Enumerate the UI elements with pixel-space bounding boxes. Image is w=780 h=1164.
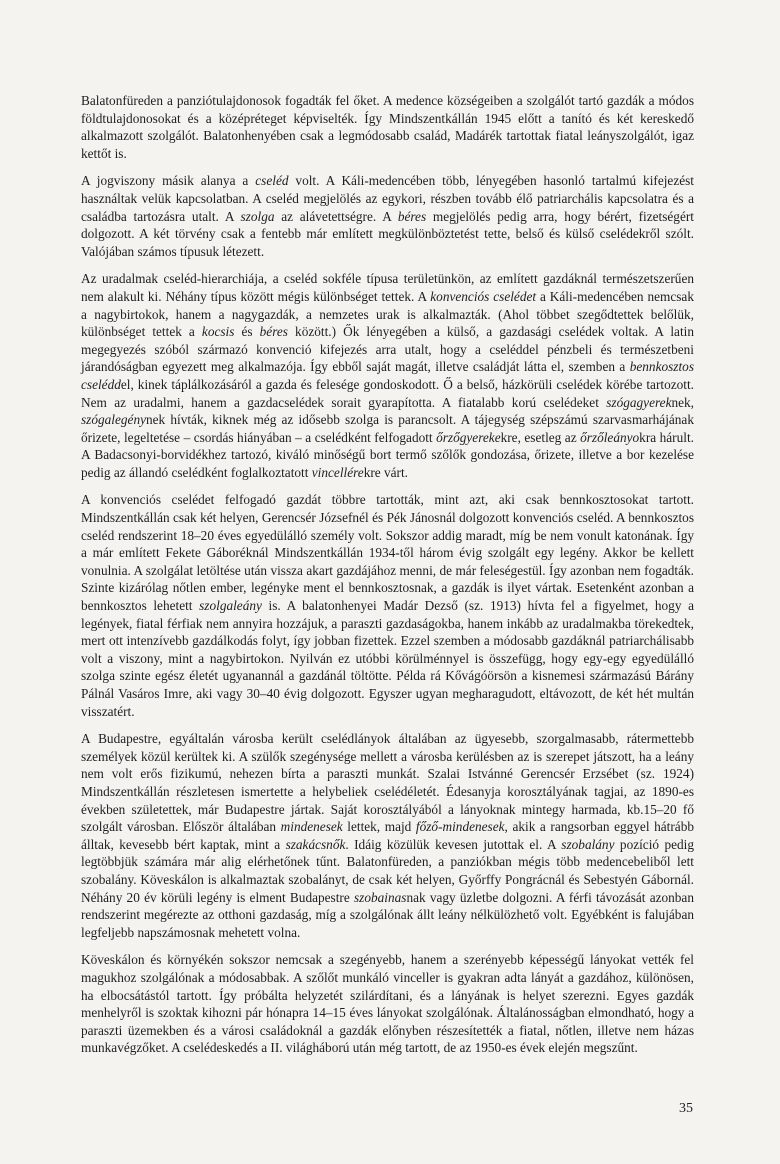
text-run: . Idáig közülük kevesen jutottak el. A xyxy=(345,836,562,852)
text-run: kre várt. xyxy=(363,464,408,480)
italic-term: vincellére xyxy=(311,464,364,480)
text-run: , akik a rangsorban eggyel hátrább álltak, kevesebb bért kaptak, mint a xyxy=(81,819,694,852)
text-run: el, kinek táplálkozásáról a gazda és felesége gondoskodott. Ő a belső, házkörüli cselédek körébe tartozott. Nem az uradalmi, hanem a gazdacselédek sorait gyarapította. A fiatalabb korú cselédeket xyxy=(81,376,694,410)
italic-term: béres xyxy=(397,208,427,224)
italic-term: szobainas xyxy=(353,889,407,905)
italic-term: szolgaleány xyxy=(199,598,262,614)
text-run: lettek, majd xyxy=(342,819,416,835)
text-run: megjelölés pedig arra, hogy bérért, fizetségért dolgozott. A két törvény csak a fentebb már említett megkülönböztetést tette, belső és külső cselédekről szólt. Valójában számos típusuk létezett. xyxy=(81,208,694,259)
paragraph-3 xyxy=(81,270,694,481)
italic-term: konvenciós cselédet xyxy=(430,288,537,304)
text-run: Köveskálon és környékén sokszor nemcsak a szegényebb, hanem a szerényebb képességű lányokat vették fel magukhoz szolgálónak a módosabbak. A szőlőt munkáló vinceller is gyakran adta lányát a gazdához, különösen, ha elbocsátástól tartott. Így próbálta helyzetét szilárdítani, és a lányának is helyet szerezni. Egyes gazdák menhelyről is szoktak kihozni pár hónapra 14–15 éves lányokat szolgálónak. Általánosságban elmondható, hogy a paraszti üzemekben és a városi családoknál a gazdák előnyben részesítették a fiatal, nőtlen, illetve nem házas munkavégzőket. A cselédeskedés a II. világháború után még tartott, de az 1950-es évek elején megszűnt. xyxy=(81,952,694,1056)
text-run: Balatonfüreden a panziótulajdonosok fogadták fel őket. A medence községeiben a szolgálót tartó gazdák a módos földtulajdonosokat és a középréteget képviselték. Így Mindszentkállán 1945 előtt a tanító és két kereskedő alkalmazott szolgálót. Balatonhenyében csak a legmódosabb család, Madárék tartottak fiatal leányszolgálót, igaz kettőt is. xyxy=(81,93,694,161)
body-text xyxy=(81,92,694,1057)
paragraph-6 xyxy=(81,951,694,1057)
italic-term: béres xyxy=(259,324,288,340)
italic-term: szakácsnők xyxy=(285,836,346,852)
text-run: pozíció pedig legtöbbjük számára már alig elérhetőnek tűnt. Balatonfüreden, a panziókban mégis több medencebeliből lett szobalány. Köveskálon is alkalmaztak szobalányt, de csak két helyen, Győrffy Pongrácnál és Sebestyén Gábornál. Néhány 20 év körüli legény is elment Budapestre xyxy=(81,836,695,905)
text-run: Az uradalmak cseléd-hierarchiája, a cseléd sokféle típusa területünkön, az említett gazdáknál természetszerűen nem alakult ki. Néhány típus között mégis különbséget tettek. A xyxy=(81,271,694,304)
italic-term: mindenesek xyxy=(280,819,343,835)
italic-term: kocsis xyxy=(201,324,235,340)
italic-term: őrzőleányo xyxy=(580,429,640,445)
text-run: kra hárult. A Badacsonyi-borvidékhez tartozó, kiváló minőségű bort termő szőlők gondozása, őrizete, illetve a bor kezelése pedig az állandó cselédként foglalkoztatott xyxy=(81,429,694,480)
text-run: A jogviszony másik alanya a xyxy=(81,173,256,189)
text-run: A konvenciós cselédet felfogadó gazdát többre tartották, mint azt, aki csak bennkosztosokat tartott. Mindszentkállán csak két helyen, Gerencsér Józsefnél és Pék Jánosnál dolgozott konvenciós cseléd. A bennkosztos cseléd rendszerint 18–20 éves egyedülálló személy volt. Sokszor addig maradt, míg be nem vonult katonának. Így a már említett Fekete Gáboréknál Mindszentkállán 1934-től három évig szolgált egy legény. Akkor be kellett vonulnia. A szolgálat letöltése után vissza akart gazdájához menni, de már feleségestül. Így azonban nem fogadták. Szinte kizárólag nőtlen ember, legényke ment el bennkosztosnak, a gazdák is ilyet vártak. Esetenként azonban a bennkosztos lehetett xyxy=(81,492,694,614)
italic-term: szógalegény xyxy=(81,412,146,428)
page-number: 35 xyxy=(679,1101,693,1116)
text-run: a Káli-medencében nemcsak a nagybirtokok, hanem a nagygazdák, a nemzetes urak is alkalmazták. (Ahol többet szegődtettek belőlük, különbséget tettek a xyxy=(81,288,694,340)
italic-term: bennkosztos cselédd xyxy=(81,359,694,392)
text-run: az alávetettségre. A xyxy=(274,208,398,224)
text-run: nek, xyxy=(671,394,694,410)
italic-term: őrzőgyereke xyxy=(436,429,501,445)
text-run: nek hívták, kiknek még az idősebb szolga is parancsolt. A tájegység szépszámú szarvasmarhájának őrizete, legeltetése – csordás hiányában – a cselédként felfogadott xyxy=(81,412,694,445)
text-run: kre, esetleg az xyxy=(500,429,581,445)
italic-term: cseléd xyxy=(255,173,289,189)
paragraph-5 xyxy=(81,730,694,941)
italic-term: szolga xyxy=(240,208,275,224)
text-run: nak vagy üzletbe dolgozni. A férfi távozását azonban rendszerint megérezte az otthoni gazdaság, míg a szolgálónak állt leány nélkülözhető volt. Egyébként is falujában legfeljebb napszámosnak mehetett volna. xyxy=(81,889,694,940)
italic-term: szógagyerek xyxy=(606,394,672,410)
paragraph-2 xyxy=(81,172,694,260)
text-run: volt. A Káli-medencében több, lényegében hasonló tartalmú kifejezést használtak velük kapcsolatban. A cseléd megjelölés az egykori, részben tovább élő patriarchális kapcsolatra és a családba tartozásra utalt. A xyxy=(81,173,694,224)
paragraph-1 xyxy=(81,92,694,162)
text-run: A Budapestre, egyáltalán városba került cselédlányok általában az ügyesebb, szorgalmasabb, rátermettebb személyek közül kerültek ki. A szülők szegénysége mellett a városba kerülésben az is szerepet játszott, ha a leány nem volt erős fizikumú, nehezen bírta a paraszti munkát. Szalai Istvánné Gerencsér Erzsébet (sz. 1924) Mindszentkállán részletesen ismertette a helybeliek cselédéletét. Édesanyja korosztályának tagjai, az 1890-es években születettek, már Budapestre jártak. Saját korosztályából a lányoknak mintegy harmada, kb.15–20 fő szolgált városban. Először általában xyxy=(81,731,694,835)
text-run: is. A balatonhenyei Madár Dezső (sz. 1913) hívta fel a figyelmet, hogy a legények, fiatal férfiak nem annyira hozzájuk, a paraszti gazdaságokba, hanem inkább az uradalmakba törekedtek, mert ott intenzívebb gazdálkodás folyt, így jobban fizettek. Ezzel szemben a módosabb gazdáknál patriarchálisabb volt a viszony, mint a nagybirtokon. Nyilván ez utóbbi körülménnyel is összefügg, hogy egy-egy egyedülálló szolga szinte egész életét ugyanannál a gazdánál töltötte. Példa rá Kővágóörsön a kisnemesi származású Bárány Pálnál Vasáros Imre, aki vagy 30–40 évig dolgozott. Egyszer ugyan megharagudott, eltávozott, de két hét multán visszatért. xyxy=(81,598,694,719)
text-run: között.) Ők lényegében a külső, a gazdasági cselédek voltak. A latin megegyezés szóból származó konvenció kifejezés arra utalt, hogy a cseléddel pénzbeli és természetbeni járandóságban egyezett meg alkalmazója. Így ebből saját magát, illetve családját látta el, szemben a xyxy=(81,324,694,375)
italic-term: szobalány xyxy=(561,836,615,852)
italic-term: főző-mindenesek xyxy=(415,819,505,835)
text-run: és xyxy=(234,324,260,340)
paragraph-4 xyxy=(81,491,694,720)
